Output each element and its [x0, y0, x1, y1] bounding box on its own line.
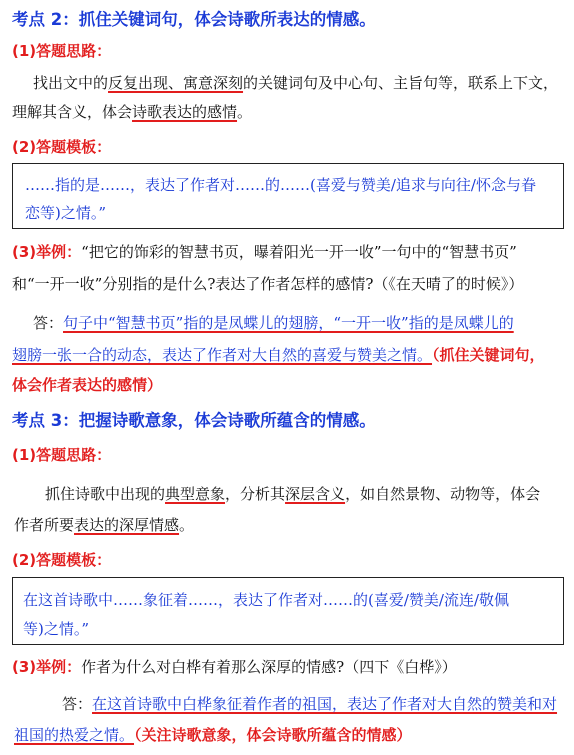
section3-heading: 考点 3：把握诗歌意象，体会诗歌所蕴含的情感。 [12, 411, 376, 430]
answer-text: 在这首诗歌中白桦象征着作者的祖国，表达了作者对大自然的赞美和对 [92, 695, 558, 713]
template-line1: 在这首诗歌中……象征着……，表达了作者对……的(喜爱/赞美/流连/敬佩 [23, 591, 510, 609]
answer-text: 句子中“智慧书页”指的是凤蝶儿的翅膀，“一开一收”指的是凤蝶儿的 [63, 314, 514, 332]
section2-template-label: (2)答题模板： [12, 138, 112, 156]
section2-template-box [12, 163, 564, 229]
section2-answer-line2 [12, 344, 545, 365]
section2-idea-line2 [12, 101, 252, 122]
example-label: (3)举例： [12, 658, 82, 676]
section2-idea-line1 [33, 72, 558, 93]
section3-idea-line1 [45, 483, 540, 504]
idea-text: 抓住诗歌中出现的 [45, 485, 166, 503]
example-text: 作者为什么对白桦有着那么深厚的情感?（四下《白桦》） [81, 658, 457, 676]
section2-answer-note2: 体会作者表达的感情） [12, 376, 163, 394]
idea-text: 。 [179, 516, 195, 534]
answer-note: （关注诗歌意象，体会诗歌所蕴含的情感） [134, 726, 412, 744]
section3-idea-label: (1)答题思路： [12, 446, 112, 464]
idea-highlight: 表达的深厚情感 [74, 516, 180, 534]
idea-highlight: 诗歌表达的感情 [132, 103, 238, 121]
idea-text: ，分析其 [225, 485, 286, 503]
section3-template-label: (2)答题模板： [12, 551, 112, 569]
answer-prefix: 答： [62, 695, 93, 713]
template-line2: 等)之情。” [23, 620, 90, 638]
idea-text: 找出文中的 [33, 74, 109, 92]
section3-example-line [12, 656, 457, 677]
section2-example-line1 [12, 241, 517, 262]
section3-answer-line2 [14, 724, 412, 745]
idea-text: 的关键词句及中心句、主旨句等，联系上下文， [243, 74, 559, 92]
answer-prefix: 答： [33, 314, 64, 332]
answer-note: （抓住关键词句， [432, 346, 545, 364]
section3-idea-line2 [14, 514, 194, 535]
template-line2: 恋等)之情。” [25, 204, 107, 222]
answer-text: 翅膀一张一合的动态，表达了作者对大自然的喜爱与赞美之情。 [12, 346, 433, 364]
section3-answer-line1 [62, 693, 557, 714]
template-line1: ……指的是……，表达了作者对……的……(喜爱与赞美/追求与向往/怀念与眷 [25, 176, 536, 194]
section2-idea-label: (1)答题思路： [12, 42, 112, 60]
idea-highlight: 典型意象 [165, 485, 226, 503]
answer-text: 祖国的热爱之情。 [14, 726, 135, 744]
idea-highlight: 反复出现、寓意深刻 [108, 74, 244, 92]
idea-text: 理解其含义，体会 [12, 103, 133, 121]
section3-template-box [12, 577, 564, 645]
example-text: “把它的饰彩的智慧书页，曝着阳光一开一收”一句中的“智慧书页” [81, 243, 517, 261]
example-label: (3)举例： [12, 243, 82, 261]
idea-text: ，如自然景物、动物等，体会 [345, 485, 541, 503]
idea-highlight: 深层含义 [285, 485, 346, 503]
section2-answer-line1 [33, 312, 514, 333]
idea-text: 作者所要 [14, 516, 75, 534]
idea-text: 。 [237, 103, 253, 121]
section2-example-line2: 和“一开一收”分别指的是什么?表达了作者怎样的感情?（《在天晴了的时候》） [12, 275, 524, 293]
section2-heading: 考点 2：抓住关键词句，体会诗歌所表达的情感。 [12, 10, 376, 29]
